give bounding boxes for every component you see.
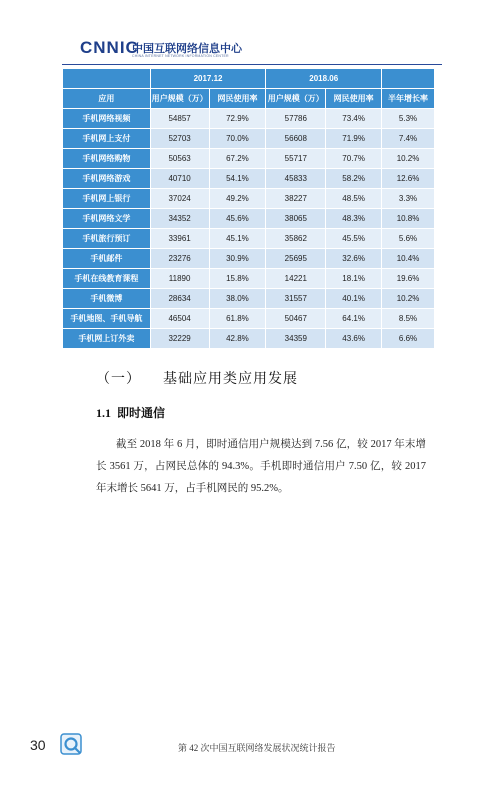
app-name-cell: 手机网上订外卖 bbox=[63, 329, 151, 349]
app-name-cell: 手机在线教育课程 bbox=[63, 269, 151, 289]
table-cell: 45.1% bbox=[209, 229, 266, 249]
table-row bbox=[63, 129, 435, 149]
table-column-header-row bbox=[63, 89, 435, 109]
table-cell: 11890 bbox=[150, 269, 209, 289]
table-cell: 38.0% bbox=[209, 289, 266, 309]
app-name-cell: 手机网络游戏 bbox=[63, 169, 151, 189]
app-name-cell: 手机网上银行 bbox=[63, 189, 151, 209]
org-name-en: CHINA INTERNET NETWORK INFORMATION CENTER bbox=[132, 54, 229, 58]
org-name-cn: 中国互联网络信息中心 bbox=[132, 43, 242, 55]
table-cell: 12.6% bbox=[382, 169, 435, 189]
app-name-cell: 手机旅行预订 bbox=[63, 229, 151, 249]
section-number: （一） bbox=[96, 372, 141, 387]
subsection-heading bbox=[96, 404, 165, 421]
report-logo-icon bbox=[60, 733, 84, 755]
table-cell: 23276 bbox=[150, 249, 209, 269]
table-column-header: 网民使用率 bbox=[326, 89, 382, 109]
table-cell: 10.2% bbox=[382, 149, 435, 169]
table-cell: 52703 bbox=[150, 129, 209, 149]
table-cell: 58.2% bbox=[326, 169, 382, 189]
section-title: 基础应用类应用发展 bbox=[163, 372, 298, 387]
table-cell: 61.8% bbox=[209, 309, 266, 329]
table-cell: 6.6% bbox=[382, 329, 435, 349]
table-cell: 40.1% bbox=[326, 289, 382, 309]
table-row bbox=[63, 229, 435, 249]
table-row bbox=[63, 209, 435, 229]
table-cell: 70.0% bbox=[209, 129, 266, 149]
table-cell: 25695 bbox=[266, 249, 326, 269]
cnnic-logo: CNNIC bbox=[80, 38, 139, 57]
table-cell: 54857 bbox=[150, 109, 209, 129]
table-cell: 38227 bbox=[266, 189, 326, 209]
table-cell: 28634 bbox=[150, 289, 209, 309]
app-name-cell: 手机网络购物 bbox=[63, 149, 151, 169]
table-cell: 45.6% bbox=[209, 209, 266, 229]
header-divider bbox=[62, 64, 442, 65]
table-cell: 37024 bbox=[150, 189, 209, 209]
table-cell: 19.6% bbox=[382, 269, 435, 289]
table-cell: 32.6% bbox=[326, 249, 382, 269]
table-cell: 64.1% bbox=[326, 309, 382, 329]
table-cell: 57786 bbox=[266, 109, 326, 129]
table-cell: 45833 bbox=[266, 169, 326, 189]
table-cell: 50467 bbox=[266, 309, 326, 329]
table-cell: 70.7% bbox=[326, 149, 382, 169]
table-row bbox=[63, 309, 435, 329]
body-paragraph: 截至 2018 年 6 月，即时通信用户规模达到 7.56 亿，较 2017 年末增长 3561 万，占网民总体的 94.3%。手机即时通信用户 7.50 亿，较 2017 年末增长 5641 万，占手机网民的 95.2%。 bbox=[96, 439, 426, 494]
table-group-header: 2017.12 bbox=[150, 69, 266, 89]
subsection-number: 1.1 bbox=[96, 406, 111, 420]
table-cell: 15.8% bbox=[209, 269, 266, 289]
subsection-title: 即时通信 bbox=[117, 406, 166, 420]
table-cell: 40710 bbox=[150, 169, 209, 189]
table-cell: 33961 bbox=[150, 229, 209, 249]
table-group-header: 2018.06 bbox=[266, 69, 382, 89]
table-row bbox=[63, 329, 435, 349]
report-title: 第 42 次中国互联网络发展状况统计报告 bbox=[178, 743, 336, 753]
app-usage-table bbox=[62, 68, 435, 349]
table-cell: 8.5% bbox=[382, 309, 435, 329]
table-column-header: 用户规模（万） bbox=[266, 89, 326, 109]
table-cell: 43.6% bbox=[326, 329, 382, 349]
table-cell: 34352 bbox=[150, 209, 209, 229]
table-cell: 72.9% bbox=[209, 109, 266, 129]
table-cell: 49.2% bbox=[209, 189, 266, 209]
app-name-cell: 手机地图、手机导航 bbox=[63, 309, 151, 329]
table-row bbox=[63, 189, 435, 209]
table-column-header: 半年增长率 bbox=[382, 89, 435, 109]
table-cell: 3.3% bbox=[382, 189, 435, 209]
table-cell: 32229 bbox=[150, 329, 209, 349]
table-cell: 48.3% bbox=[326, 209, 382, 229]
table-cell: 73.4% bbox=[326, 109, 382, 129]
app-name-cell: 手机网络视频 bbox=[63, 109, 151, 129]
table-cell: 10.8% bbox=[382, 209, 435, 229]
table-cell: 45.5% bbox=[326, 229, 382, 249]
app-name-cell: 手机微博 bbox=[63, 289, 151, 309]
table-column-header: 网民使用率 bbox=[209, 89, 266, 109]
table-row bbox=[63, 109, 435, 129]
table-cell: 38065 bbox=[266, 209, 326, 229]
table-cell: 7.4% bbox=[382, 129, 435, 149]
page-number: 30 bbox=[30, 737, 46, 753]
table-cell: 55717 bbox=[266, 149, 326, 169]
table-cell: 35862 bbox=[266, 229, 326, 249]
table-row bbox=[63, 289, 435, 309]
table-cell: 50563 bbox=[150, 149, 209, 169]
table-row bbox=[63, 269, 435, 289]
table-cell: 67.2% bbox=[209, 149, 266, 169]
app-name-cell: 手机邮件 bbox=[63, 249, 151, 269]
table-group-header-row bbox=[63, 69, 435, 89]
table-cell: 18.1% bbox=[326, 269, 382, 289]
table-cell: 10.4% bbox=[382, 249, 435, 269]
app-name-cell: 手机网上支付 bbox=[63, 129, 151, 149]
table-row bbox=[63, 249, 435, 269]
table-header-cell bbox=[63, 69, 151, 89]
app-name-cell: 手机网络文学 bbox=[63, 209, 151, 229]
table-cell: 30.9% bbox=[209, 249, 266, 269]
table-cell: 54.1% bbox=[209, 169, 266, 189]
table-cell: 31557 bbox=[266, 289, 326, 309]
table-cell: 48.5% bbox=[326, 189, 382, 209]
table-cell: 34359 bbox=[266, 329, 326, 349]
table-cell: 42.8% bbox=[209, 329, 266, 349]
table-row bbox=[63, 149, 435, 169]
table-header-cell bbox=[382, 69, 435, 89]
section-heading bbox=[96, 368, 298, 388]
table-cell: 71.9% bbox=[326, 129, 382, 149]
table-column-header: 用户规模（万） bbox=[150, 89, 209, 109]
table-cell: 5.6% bbox=[382, 229, 435, 249]
table-cell: 10.2% bbox=[382, 289, 435, 309]
table-cell: 5.3% bbox=[382, 109, 435, 129]
table-column-header: 应用 bbox=[63, 89, 151, 109]
table-cell: 46504 bbox=[150, 309, 209, 329]
table-cell: 14221 bbox=[266, 269, 326, 289]
table-cell: 56608 bbox=[266, 129, 326, 149]
table-row bbox=[63, 169, 435, 189]
